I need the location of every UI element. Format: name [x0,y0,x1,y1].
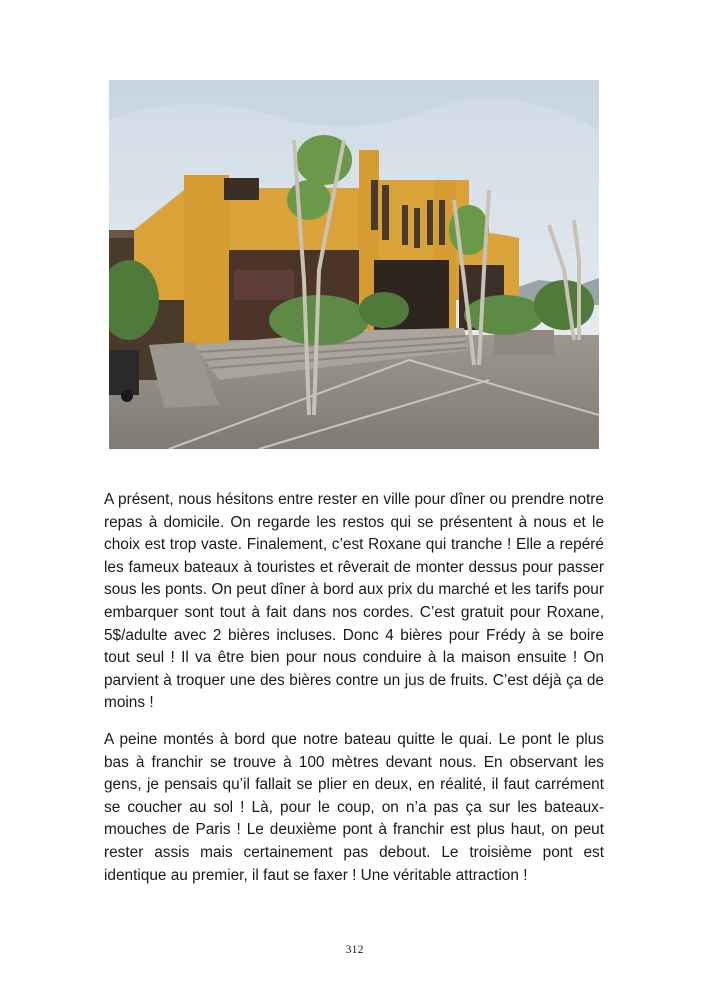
body-text [104,489,604,901]
building-photo [109,80,599,449]
paragraph-1: A présent, nous hésitons entre rester en ville pour dîner ou prendre notre repas à domicile. On regarde les restos qui se présentent à nous et le choix est trop vaste. Finalement, c’est Roxane qui tranche ! Elle a repéré les fameux bateaux à touristes et rêverait de monter dessus pour passer sous les ponts. On peut dîner à bord aux prix du marché et les tarifs pour embarquer sont tout à fait dans nos cordes. C’est gratuit pour Roxane, 5$/adulte avec 2 bières incluses. Donc 4 bières pour Frédy à se boire tout seul ! Il va être bien pour nous conduire à la maison ensuite ! On parvient à troquer une des bières contre un jus de fruits. C’est déjà ça de moins ! [104,491,604,712]
paragraph-2: A peine montés à bord que notre bateau quitte le quai. Le pont le plus bas à franchir se trouve à 100 mètres devant nous. En observant les gens, je pensais qu’il fallait se plier en deux, en réalité, il faut carrément se coucher au sol ! Là, pour le coup, on n’a pas ça sur les bateaux-mouches de Paris ! Le deuxième pont à franchir est plus haut, on peut rester assis mais certainement pas debout. Le troisième pont est identique au premier, il faut se faxer ! Une véritable attraction ! [104,730,604,884]
page-number: 312 [345,942,364,956]
